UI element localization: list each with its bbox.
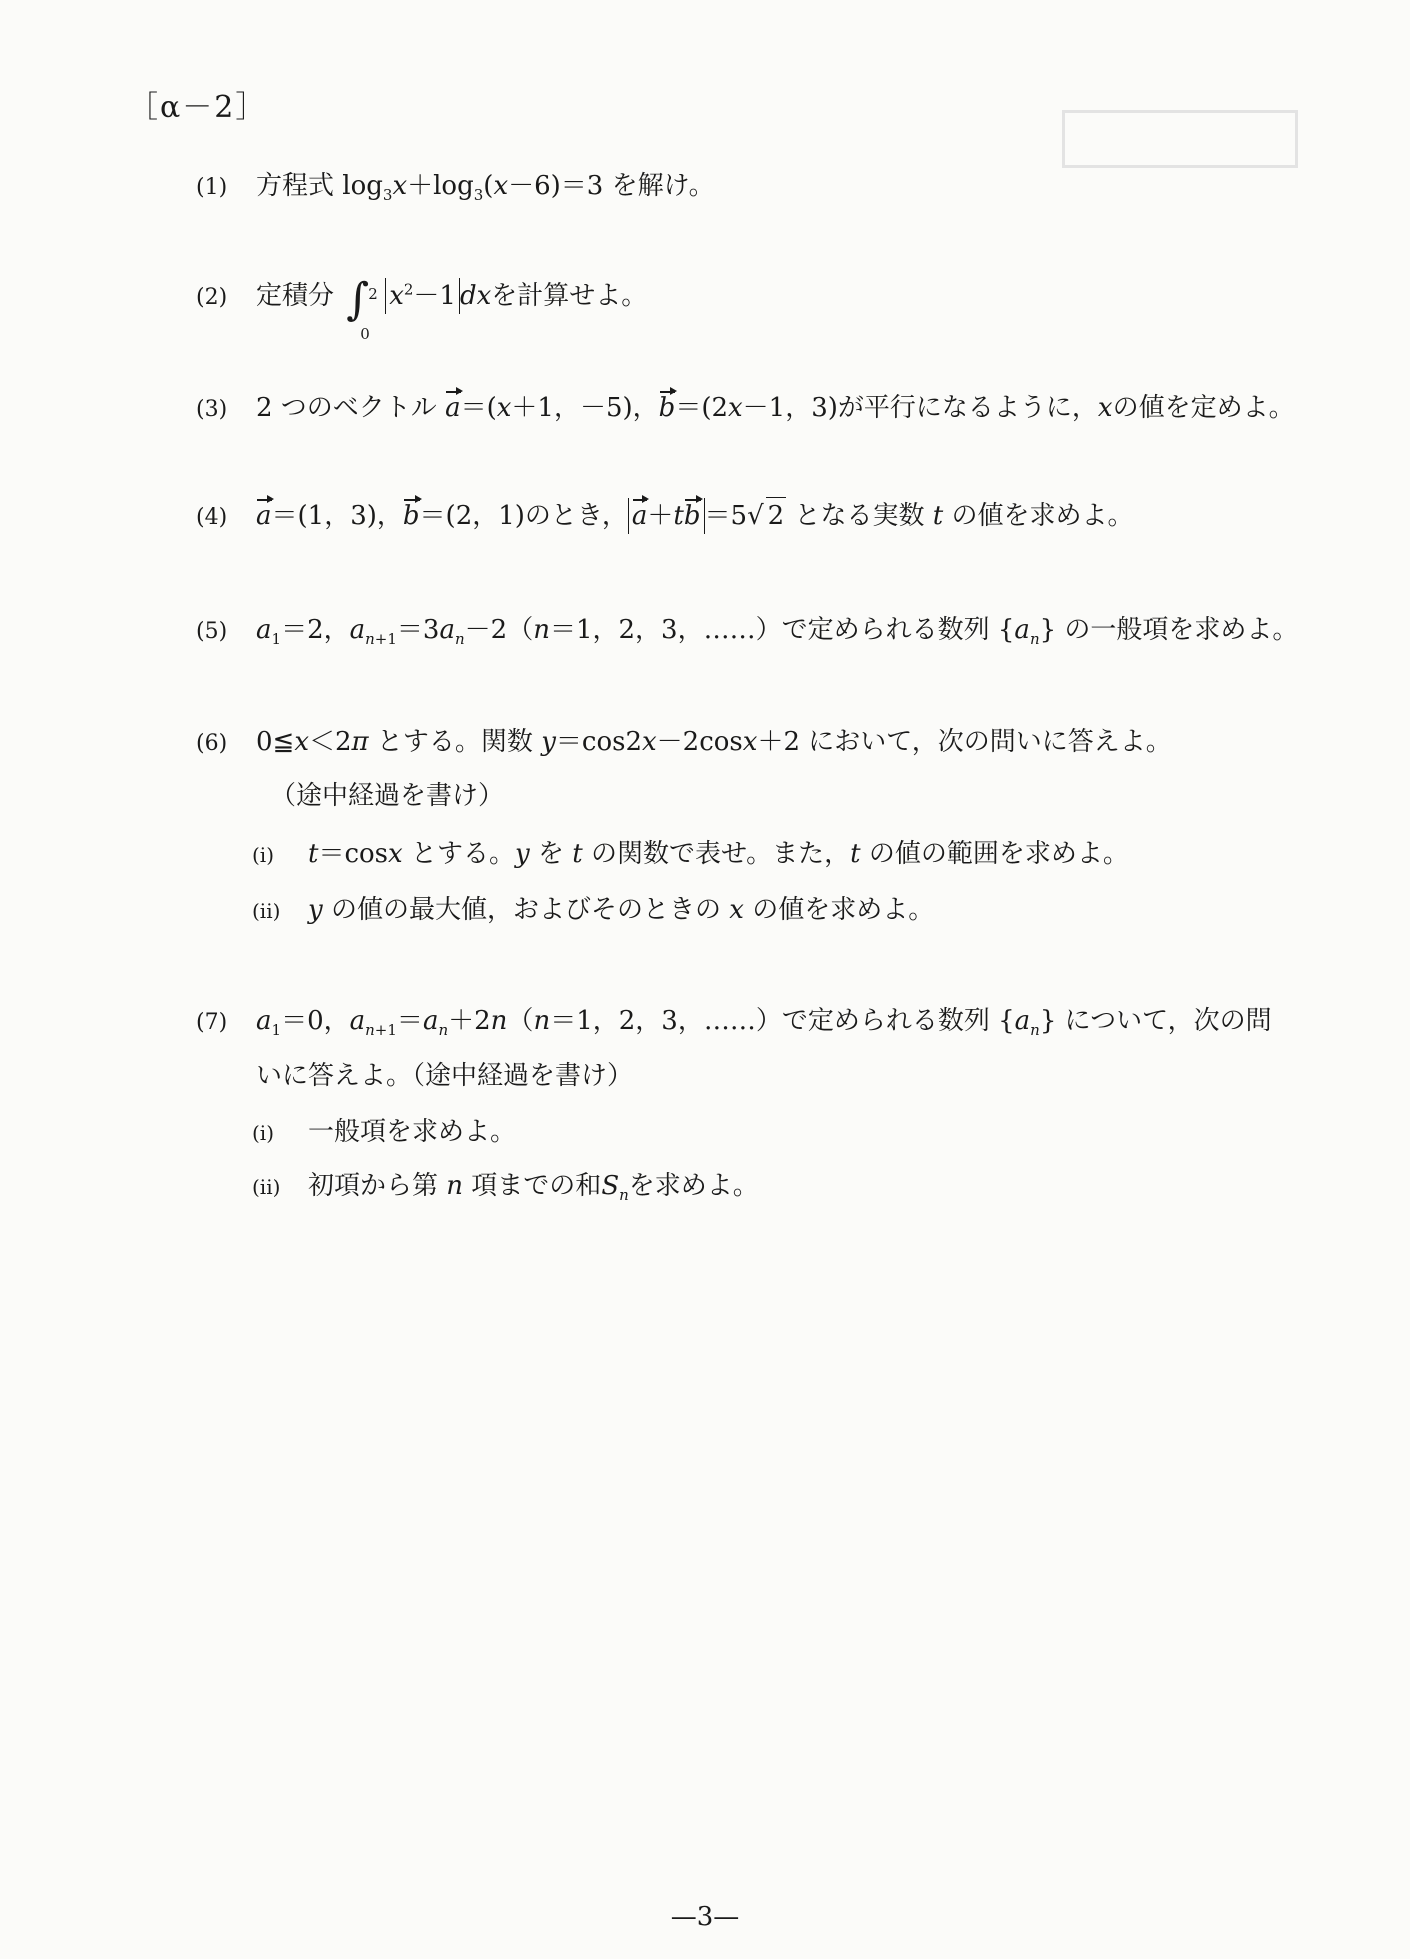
vector-b: b bbox=[659, 390, 676, 426]
question-7-sub-i: (i) 一般項を求めよ。 bbox=[252, 1117, 517, 1147]
question-number: (7) bbox=[196, 1010, 228, 1035]
question-7-sub-ii: (ii) 初項から第 n 項までの和$S_n$を求めよ。 bbox=[252, 1171, 759, 1205]
question-4: (4) a＝(1，3)，b＝(2，1)のとき， a＋tb ＝5√ 2 となる実数 t の値を求めよ。 bbox=[196, 497, 1133, 536]
page-number: —3— bbox=[670, 1902, 740, 1932]
question-3: (3) 2 つのベクトル a＝(x＋1，－5)，b＝(2x－1，3)が平行になるように，xの値を定めよ。 bbox=[196, 390, 1295, 428]
question-6-sub-i: (i) t＝cosx とする。y を t の関数で表せ。また，t の値の範囲を求めよ。 bbox=[252, 839, 1129, 869]
question-number: (3) bbox=[196, 397, 228, 422]
question-6-note: （途中経過を書け） bbox=[270, 781, 505, 811]
vector-a: a bbox=[256, 498, 272, 534]
question-6: (6) 0≦x＜2π とする。関数 y＝cos2x－2cosx＋2 において，次の問いに答えよ。 bbox=[196, 724, 1172, 762]
question-number: (4) bbox=[196, 505, 228, 530]
bleed-box bbox=[1062, 110, 1298, 168]
question-1: (1) 方程式 $\log_3x+\log_3(x-6)=3$ を解け。 bbox=[196, 171, 715, 205]
question-5: (5) $a_1=2$，$a_{n+1}=3a_n-2(n=1$，2，3，……）で定められる数列 $\{a_n\}$ の一般項を求めよ。 bbox=[196, 615, 1299, 649]
question-7-line2: いに答えよ。（途中経過を書け） bbox=[256, 1061, 634, 1091]
question-number: (1) bbox=[196, 175, 228, 200]
vector-b: b bbox=[403, 498, 420, 534]
question-6-sub-ii: (ii) y の値の最大値，およびそのときの x の値を求めよ。 bbox=[252, 895, 935, 925]
section-header: ［α－2］ bbox=[128, 90, 268, 125]
integral-sign: ∫ 2 0 bbox=[346, 274, 378, 343]
vector-a: a bbox=[445, 390, 461, 426]
question-number: (2) bbox=[196, 285, 228, 310]
question-7: (7) $a_1=0$，$a_{n+1}=a_n+2n(n=1$，2，3，……）で定められる数列 $\{a_n\}$ について，次の問 bbox=[196, 1006, 1272, 1040]
question-number: (5) bbox=[196, 619, 228, 644]
question-2: (2) 定積分 ∫ 2 0 $x^2-1$ dxを計算せよ。 bbox=[196, 274, 648, 343]
question-number: (6) bbox=[196, 731, 228, 756]
